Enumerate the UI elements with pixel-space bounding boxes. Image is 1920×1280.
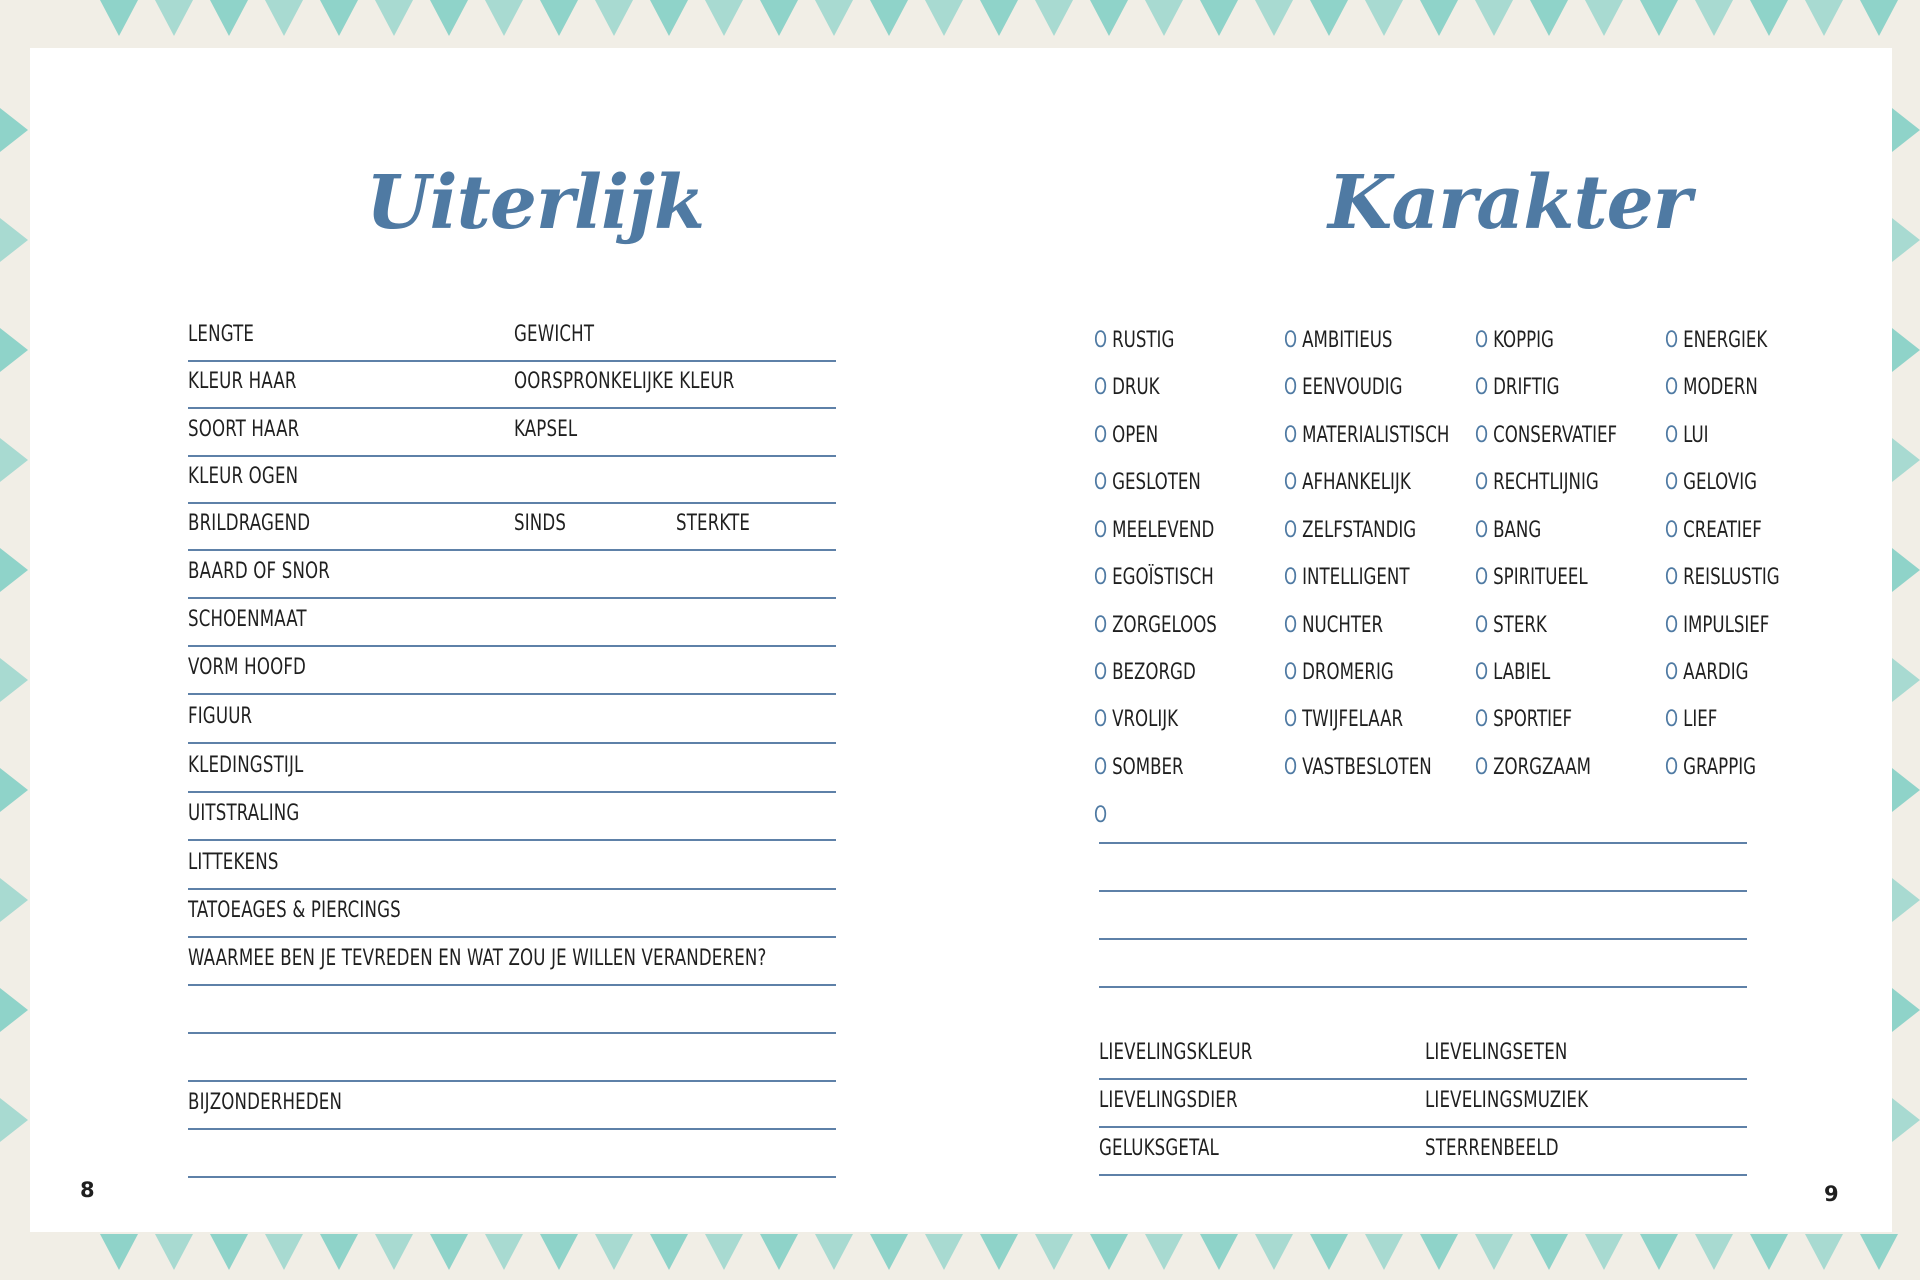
pennant: [1892, 328, 1920, 372]
pennant: [375, 0, 413, 36]
pennant: [1892, 218, 1920, 262]
pennant: [760, 0, 798, 36]
checkbox-option[interactable]: [1284, 660, 1394, 686]
checkbox-option[interactable]: [1475, 707, 1572, 733]
checkbox-option[interactable]: [1475, 328, 1554, 354]
pennant: [1750, 1234, 1788, 1270]
option-label: MATERIALISTISCH: [1302, 423, 1450, 448]
circle-checkbox-icon: O: [1284, 423, 1298, 448]
checkbox-option[interactable]: [1475, 518, 1541, 544]
option-label: LIEF: [1683, 707, 1718, 732]
circle-checkbox-icon: O: [1475, 375, 1489, 400]
pennant: [760, 1234, 798, 1270]
pennant: [1420, 0, 1458, 36]
circle-checkbox-icon: O: [1284, 518, 1298, 543]
checkbox-option[interactable]: [1284, 565, 1410, 591]
pennant: [705, 1234, 743, 1270]
pennant: [1200, 1234, 1238, 1270]
checkbox-option[interactable]: [1094, 328, 1174, 354]
form-rule: [188, 936, 836, 938]
pennant: [925, 1234, 963, 1270]
checkbox-option[interactable]: [1475, 375, 1560, 401]
form-label: KLEDINGSTIJL: [188, 753, 304, 778]
pennant: [1892, 658, 1920, 702]
circle-checkbox-icon: O: [1475, 470, 1489, 495]
option-label: GELOVIG: [1683, 470, 1758, 495]
pennant: [870, 1234, 908, 1270]
circle-checkbox-icon: O: [1665, 755, 1679, 780]
pennant: [540, 0, 578, 36]
circle-checkbox-icon: O: [1284, 328, 1298, 353]
pennant: [1530, 0, 1568, 36]
checkbox-option[interactable]: [1284, 423, 1449, 449]
pennant: [0, 548, 28, 592]
pennant: [1750, 0, 1788, 36]
option-label: DROMERIG: [1302, 660, 1394, 685]
checkbox-option[interactable]: [1094, 660, 1196, 686]
pennant: [155, 0, 193, 36]
circle-checkbox-icon: O: [1094, 803, 1108, 828]
option-label: RUSTIG: [1112, 328, 1175, 353]
checkbox-option[interactable]: [1475, 613, 1547, 639]
form-label: OORSPRONKELIJKE KLEUR: [514, 369, 735, 394]
favorite-rule: [1099, 1078, 1747, 1080]
pennant: [870, 0, 908, 36]
checkbox-option[interactable]: [1094, 707, 1178, 733]
checkbox-option[interactable]: [1665, 375, 1758, 401]
circle-checkbox-icon: O: [1094, 755, 1108, 780]
checkbox-option[interactable]: [1665, 613, 1769, 639]
pennant: [1695, 0, 1733, 36]
pennant: [1892, 548, 1920, 592]
checkbox-option[interactable]: [1284, 375, 1402, 401]
pennant: [265, 1234, 303, 1270]
form-rule: [188, 693, 836, 695]
circle-checkbox-icon: O: [1475, 660, 1489, 685]
pennant: [980, 1234, 1018, 1270]
option-label: SPORTIEF: [1493, 707, 1573, 732]
circle-checkbox-icon: O: [1284, 613, 1298, 638]
form-label: SINDS: [514, 511, 567, 536]
pennant: [1255, 0, 1293, 36]
form-rule: [188, 1128, 836, 1130]
checkbox-option[interactable]: [1665, 518, 1762, 544]
option-label: DRUK: [1112, 375, 1160, 400]
circle-checkbox-icon: O: [1284, 660, 1298, 685]
checkbox-option[interactable]: [1284, 470, 1411, 496]
pennant: [705, 0, 743, 36]
circle-checkbox-icon: O: [1665, 518, 1679, 543]
pennant: [1585, 0, 1623, 36]
circle-checkbox-icon: O: [1665, 423, 1679, 448]
pennant: [1035, 0, 1073, 36]
pennant: [1860, 1234, 1898, 1270]
checkbox-option[interactable]: [1284, 755, 1432, 781]
pennant: [1695, 1234, 1733, 1270]
pennant: [0, 108, 28, 152]
form-label: TATOEAGES & PIERCINGS: [188, 898, 401, 923]
form-rule: [188, 360, 836, 362]
checkbox-option[interactable]: [1665, 707, 1717, 733]
form-rule: [188, 791, 836, 793]
pennant: [100, 1234, 138, 1270]
checkbox-option[interactable]: [1665, 423, 1709, 449]
option-label: SPIRITUEEL: [1493, 565, 1588, 590]
circle-checkbox-icon: O: [1094, 613, 1108, 638]
pennant: [1365, 1234, 1403, 1270]
option-label: IMPULSIEF: [1683, 613, 1770, 638]
form-label: LITTEKENS: [188, 850, 279, 875]
form-rule: [188, 742, 836, 744]
option-label: KOPPIG: [1493, 328, 1554, 353]
form-label: GEWICHT: [514, 322, 595, 347]
circle-checkbox-icon: O: [1094, 565, 1108, 590]
option-label: STERK: [1493, 613, 1547, 638]
form-rule: [188, 839, 836, 841]
option-label: LABIEL: [1493, 660, 1551, 685]
checkbox-option[interactable]: [1475, 470, 1599, 496]
option-label: CREATIEF: [1683, 518, 1762, 543]
pennant: [1145, 1234, 1183, 1270]
checkbox-option[interactable]: [1094, 518, 1214, 544]
pennant: [1892, 438, 1920, 482]
checkbox-option[interactable]: [1094, 470, 1201, 496]
option-label: INTELLIGENT: [1302, 565, 1410, 590]
pennant: [430, 0, 468, 36]
pennant: [595, 1234, 633, 1270]
form-label: VORM HOOFD: [188, 655, 307, 680]
pennant: [1640, 0, 1678, 36]
circle-checkbox-icon: O: [1665, 707, 1679, 732]
option-label: CONSERVATIEF: [1493, 423, 1618, 448]
checkbox-option[interactable]: [1665, 470, 1757, 496]
circle-checkbox-icon: O: [1665, 375, 1679, 400]
pennant: [485, 0, 523, 36]
pennant: [1805, 1234, 1843, 1270]
option-label: MEELEVEND: [1112, 518, 1215, 543]
pennant: [815, 0, 853, 36]
circle-checkbox-icon: O: [1284, 565, 1298, 590]
form-rule: [188, 1176, 836, 1178]
pennant: [925, 0, 963, 36]
checkbox-option[interactable]: [1665, 328, 1767, 354]
form-label: WAARMEE BEN JE TEVREDEN EN WAT ZOU JE WILLEN VERANDEREN?: [188, 946, 767, 971]
pennant: [1530, 1234, 1568, 1270]
circle-checkbox-icon: O: [1665, 660, 1679, 685]
form-label: BAARD OF SNOR: [188, 559, 331, 584]
form-rule: [188, 597, 836, 599]
pennant: [1640, 1234, 1678, 1270]
checkbox-option[interactable]: [1094, 755, 1184, 781]
option-label: GRAPPIG: [1683, 755, 1757, 780]
circle-checkbox-icon: O: [1094, 423, 1108, 448]
option-label: LUI: [1683, 423, 1709, 448]
form-label: LENGTE: [188, 322, 255, 347]
pennant: [650, 1234, 688, 1270]
circle-checkbox-icon: O: [1475, 613, 1489, 638]
favorite-rule: [1099, 1174, 1747, 1176]
option-label: VROLIJK: [1112, 707, 1179, 732]
circle-checkbox-icon: O: [1665, 328, 1679, 353]
form-rule: [188, 407, 836, 409]
checkbox-option[interactable]: [1665, 565, 1780, 591]
option-label: RECHTLIJNIG: [1493, 470, 1599, 495]
option-label: ZORGELOOS: [1112, 613, 1217, 638]
option-label: EGOÏSTISCH: [1112, 565, 1214, 590]
write-in-rule: [1099, 986, 1747, 988]
option-label: NUCHTER: [1302, 613, 1384, 638]
option-label: SOMBER: [1112, 755, 1184, 780]
circle-checkbox-icon: O: [1094, 470, 1108, 495]
pennant: [0, 878, 28, 922]
pennant: [1860, 0, 1898, 36]
pennant: [1805, 0, 1843, 36]
option-label: GESLOTEN: [1112, 470, 1201, 495]
pennant: [1892, 988, 1920, 1032]
pennant: [100, 0, 138, 36]
pennant: [375, 1234, 413, 1270]
circle-checkbox-icon: O: [1284, 755, 1298, 780]
pennant: [0, 218, 28, 262]
favorite-label: LIEVELINGSMUZIEK: [1425, 1088, 1589, 1113]
pennant: [1310, 0, 1348, 36]
pennant: [320, 0, 358, 36]
pennant: [1145, 0, 1183, 36]
form-rule: [188, 455, 836, 457]
favorite-label: GELUKSGETAL: [1099, 1136, 1219, 1161]
form-label: BIJZONDERHEDEN: [188, 1090, 343, 1115]
option-label: ENERGIEK: [1683, 328, 1768, 353]
pennant: [430, 1234, 468, 1270]
pennant: [1585, 1234, 1623, 1270]
pennant: [980, 0, 1018, 36]
form-rule: [188, 1032, 836, 1034]
pennant: [0, 1098, 28, 1142]
form-label: SOORT HAAR: [188, 417, 300, 442]
option-label: REISLUSTIG: [1683, 565, 1780, 590]
write-in-rule: [1099, 842, 1747, 844]
checkbox-option[interactable]: [1284, 613, 1383, 639]
pennant: [155, 1234, 193, 1270]
form-label: BRILDRAGEND: [188, 511, 311, 536]
write-in-rule: [1099, 890, 1747, 892]
right-page-number: 9: [1824, 1182, 1839, 1206]
favorite-label: LIEVELINGSETEN: [1425, 1040, 1568, 1065]
pennant: [0, 438, 28, 482]
option-label: AMBITIEUS: [1302, 328, 1393, 353]
favorite-label: LIEVELINGSDIER: [1099, 1088, 1238, 1113]
option-label: TWIJFELAAR: [1302, 707, 1404, 732]
form-label: SCHOENMAAT: [188, 607, 307, 632]
circle-checkbox-icon: O: [1284, 470, 1298, 495]
circle-checkbox-icon: O: [1094, 328, 1108, 353]
option-label: BEZORGD: [1112, 660, 1196, 685]
checkbox-option[interactable]: [1475, 565, 1588, 591]
checkbox-option[interactable]: [1094, 613, 1217, 639]
left-page-number: 8: [80, 1178, 95, 1202]
checkbox-option[interactable]: [1094, 423, 1158, 449]
checkbox-option[interactable]: [1475, 755, 1591, 781]
checkbox-option[interactable]: [1475, 660, 1550, 686]
form-rule: [188, 502, 836, 504]
form-label: KLEUR OGEN: [188, 464, 299, 489]
pennant: [1892, 878, 1920, 922]
pennant: [1420, 1234, 1458, 1270]
pennant: [1475, 1234, 1513, 1270]
circle-checkbox-icon: O: [1475, 707, 1489, 732]
pennant: [210, 0, 248, 36]
form-label: FIGUUR: [188, 704, 253, 729]
pennant: [1310, 1234, 1348, 1270]
favorite-rule: [1099, 1126, 1747, 1128]
pennant: [540, 1234, 578, 1270]
checkbox-option[interactable]: [1284, 707, 1403, 733]
checkbox-option[interactable]: [1665, 660, 1749, 686]
form-rule: [188, 1080, 836, 1082]
form-rule: [188, 888, 836, 890]
pennant: [210, 1234, 248, 1270]
write-in-rule: [1099, 938, 1747, 940]
circle-checkbox-icon: O: [1284, 707, 1298, 732]
pennant: [595, 0, 633, 36]
circle-checkbox-icon: O: [1094, 375, 1108, 400]
pennant: [1475, 0, 1513, 36]
left-page-title: Uiterlijk: [366, 160, 705, 246]
pennant: [1090, 1234, 1128, 1270]
favorite-label: LIEVELINGSKLEUR: [1099, 1040, 1253, 1065]
pennant: [320, 1234, 358, 1270]
circle-checkbox-icon: O: [1284, 375, 1298, 400]
checkbox-option[interactable]: [1475, 423, 1617, 449]
page-spread: [30, 48, 1892, 1232]
option-label: ZELFSTANDIG: [1302, 518, 1417, 543]
option-label: AFHANKELIJK: [1302, 470, 1411, 495]
checkbox-option[interactable]: [1284, 518, 1416, 544]
pennant: [485, 1234, 523, 1270]
pennant: [0, 768, 28, 812]
form-label: KAPSEL: [514, 417, 578, 442]
circle-checkbox-icon: O: [1475, 328, 1489, 353]
circle-checkbox-icon: O: [1094, 707, 1108, 732]
pennant: [1090, 0, 1128, 36]
form-label: STERKTE: [676, 511, 751, 536]
option-label: MODERN: [1683, 375, 1758, 400]
option-label: BANG: [1493, 518, 1542, 543]
checkbox-option[interactable]: [1665, 755, 1756, 781]
form-rule: [188, 549, 836, 551]
option-label: ZORGZAAM: [1493, 755, 1592, 780]
circle-checkbox-icon: O: [1475, 518, 1489, 543]
form-label: UITSTRALING: [188, 801, 300, 826]
checkbox-option[interactable]: [1094, 375, 1160, 401]
option-label: AARDIG: [1683, 660, 1749, 685]
pennant: [0, 328, 28, 372]
pennant: [1200, 0, 1238, 36]
checkbox-option-blank[interactable]: [1094, 803, 1112, 829]
form-label: KLEUR HAAR: [188, 369, 297, 394]
pennant: [815, 1234, 853, 1270]
checkbox-option[interactable]: [1284, 328, 1392, 354]
checkbox-option[interactable]: [1094, 565, 1214, 591]
pennant: [0, 988, 28, 1032]
pennant: [1255, 1234, 1293, 1270]
circle-checkbox-icon: O: [1475, 423, 1489, 448]
pennant: [1892, 1098, 1920, 1142]
pennant: [1365, 0, 1403, 36]
option-label: VASTBESLOTEN: [1302, 755, 1432, 780]
circle-checkbox-icon: O: [1475, 565, 1489, 590]
pennant: [1892, 768, 1920, 812]
pennant: [650, 0, 688, 36]
right-page-title: Karakter: [1328, 160, 1691, 246]
form-rule: [188, 984, 836, 986]
circle-checkbox-icon: O: [1665, 565, 1679, 590]
circle-checkbox-icon: O: [1094, 518, 1108, 543]
form-rule: [188, 645, 836, 647]
option-label: EENVOUDIG: [1302, 375, 1403, 400]
option-label: DRIFTIG: [1493, 375, 1560, 400]
circle-checkbox-icon: O: [1094, 660, 1108, 685]
pennant: [1892, 108, 1920, 152]
circle-checkbox-icon: O: [1475, 755, 1489, 780]
pennant: [1035, 1234, 1073, 1270]
option-label: OPEN: [1112, 423, 1159, 448]
pennant: [265, 0, 303, 36]
circle-checkbox-icon: O: [1665, 470, 1679, 495]
favorite-label: STERRENBEELD: [1425, 1136, 1559, 1161]
pennant: [0, 658, 28, 702]
circle-checkbox-icon: O: [1665, 613, 1679, 638]
